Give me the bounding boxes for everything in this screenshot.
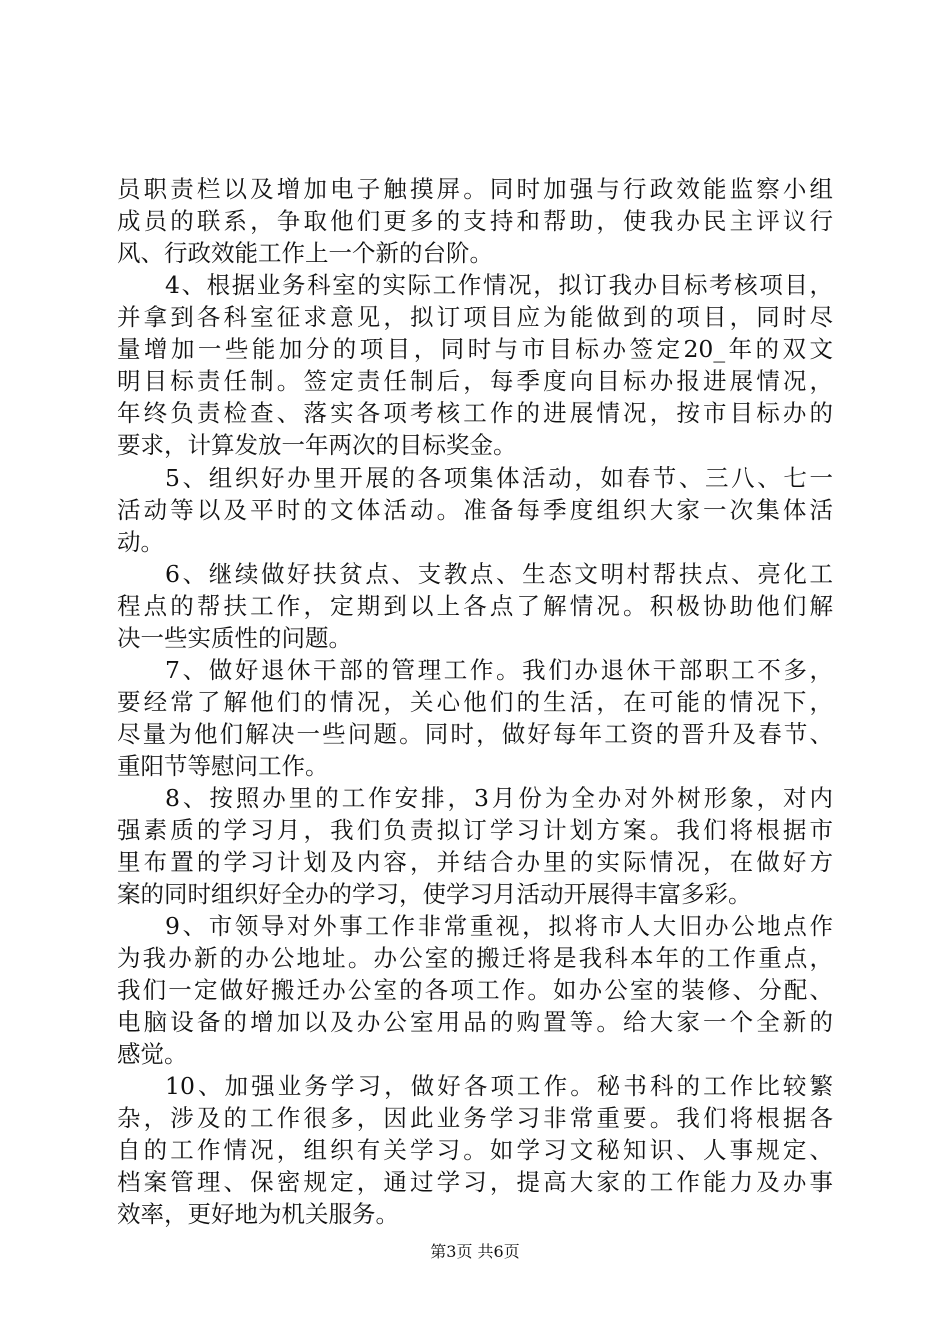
text-line: 明目标责任制。签定责任制后，每季度向目标办报进展情况，	[117, 367, 833, 395]
paragraph-first-line: 7、做好退休干部的管理工作。我们办退休干部职工不多，	[165, 656, 833, 684]
text-line: 里布置的学习计划及内容，并结合办里的实际情况，在做好方	[117, 848, 833, 876]
text-line: 年终负责检查、落实各项考核工作的进展情况，按市目标办的	[117, 399, 833, 427]
text-line: 电脑设备的增加以及办公室用品的购置等。给大家一个全新的	[117, 1008, 833, 1036]
text-line: 自的工作情况，组织有关学习。如学习文秘知识、人事规定、	[117, 1136, 833, 1164]
text-line: 程点的帮扶工作，定期到以上各点了解情况。积极协助他们解	[117, 592, 833, 620]
text-line: 要求，计算发放一年两次的目标奖金。	[117, 431, 517, 459]
text-line: 为我办新的办公地址。办公室的搬迁将是我科本年的工作重点，	[117, 944, 833, 972]
text-line: 案的同时组织好全办的学习，使学习月活动开展得丰富多彩。	[117, 880, 752, 908]
page-number-footer: 第3页 共6页	[430, 1242, 520, 1261]
text-line: 感觉。	[117, 1040, 188, 1068]
text-line: 量增加一些能加分的项目，同时与市目标办签定20_年的双文	[117, 335, 833, 363]
text-line: 决一些实质性的问题。	[117, 624, 352, 652]
text-line: 员职责栏以及增加电子触摸屏。同时加强与行政效能监察小组	[117, 175, 833, 203]
text-line: 成员的联系，争取他们更多的支持和帮助，使我办民主评议行	[117, 207, 833, 235]
text-line: 我们一定做好搬迁办公室的各项工作。如办公室的装修、分配、	[117, 976, 833, 1004]
paragraph-first-line: 6、继续做好扶贫点、支教点、生态文明村帮扶点、亮化工	[165, 560, 833, 588]
text-line: 动。	[117, 528, 164, 556]
paragraph-first-line: 9、市领导对外事工作非常重视，拟将市人大旧办公地点作	[165, 912, 833, 940]
text-line: 强素质的学习月，我们负责拟订学习计划方案。我们将根据市	[117, 816, 833, 844]
text-line: 尽量为他们解决一些问题。同时，做好每年工资的晋升及春节、	[117, 720, 833, 748]
paragraph-first-line: 4、根据业务科室的实际工作情况，拟订我办目标考核项目，	[165, 271, 833, 299]
paragraph-first-line: 5、组织好办里开展的各项集体活动，如春节、三八、七一	[165, 464, 833, 492]
text-line: 效率，更好地为机关服务。	[117, 1200, 399, 1228]
paragraph-first-line: 10、加强业务学习，做好各项工作。秘书科的工作比较繁	[165, 1072, 833, 1100]
text-line: 重阳节等慰问工作。	[117, 752, 329, 780]
text-line: 杂，涉及的工作很多，因此业务学习非常重要。我们将根据各	[117, 1104, 833, 1132]
paragraph-first-line: 8、按照办里的工作安排，3月份为全办对外树形象，对内	[165, 784, 833, 812]
text-line: 活动等以及平时的文体活动。准备每季度组织大家一次集体活	[117, 496, 833, 524]
text-line: 要经常了解他们的情况，关心他们的生活，在可能的情况下，	[117, 688, 833, 716]
text-line: 并拿到各科室征求意见，拟订项目应为能做到的项目，同时尽	[117, 303, 833, 331]
text-line: 风、行政效能工作上一个新的台阶。	[117, 239, 493, 267]
text-line: 档案管理、保密规定，通过学习，提高大家的工作能力及办事	[117, 1168, 833, 1196]
